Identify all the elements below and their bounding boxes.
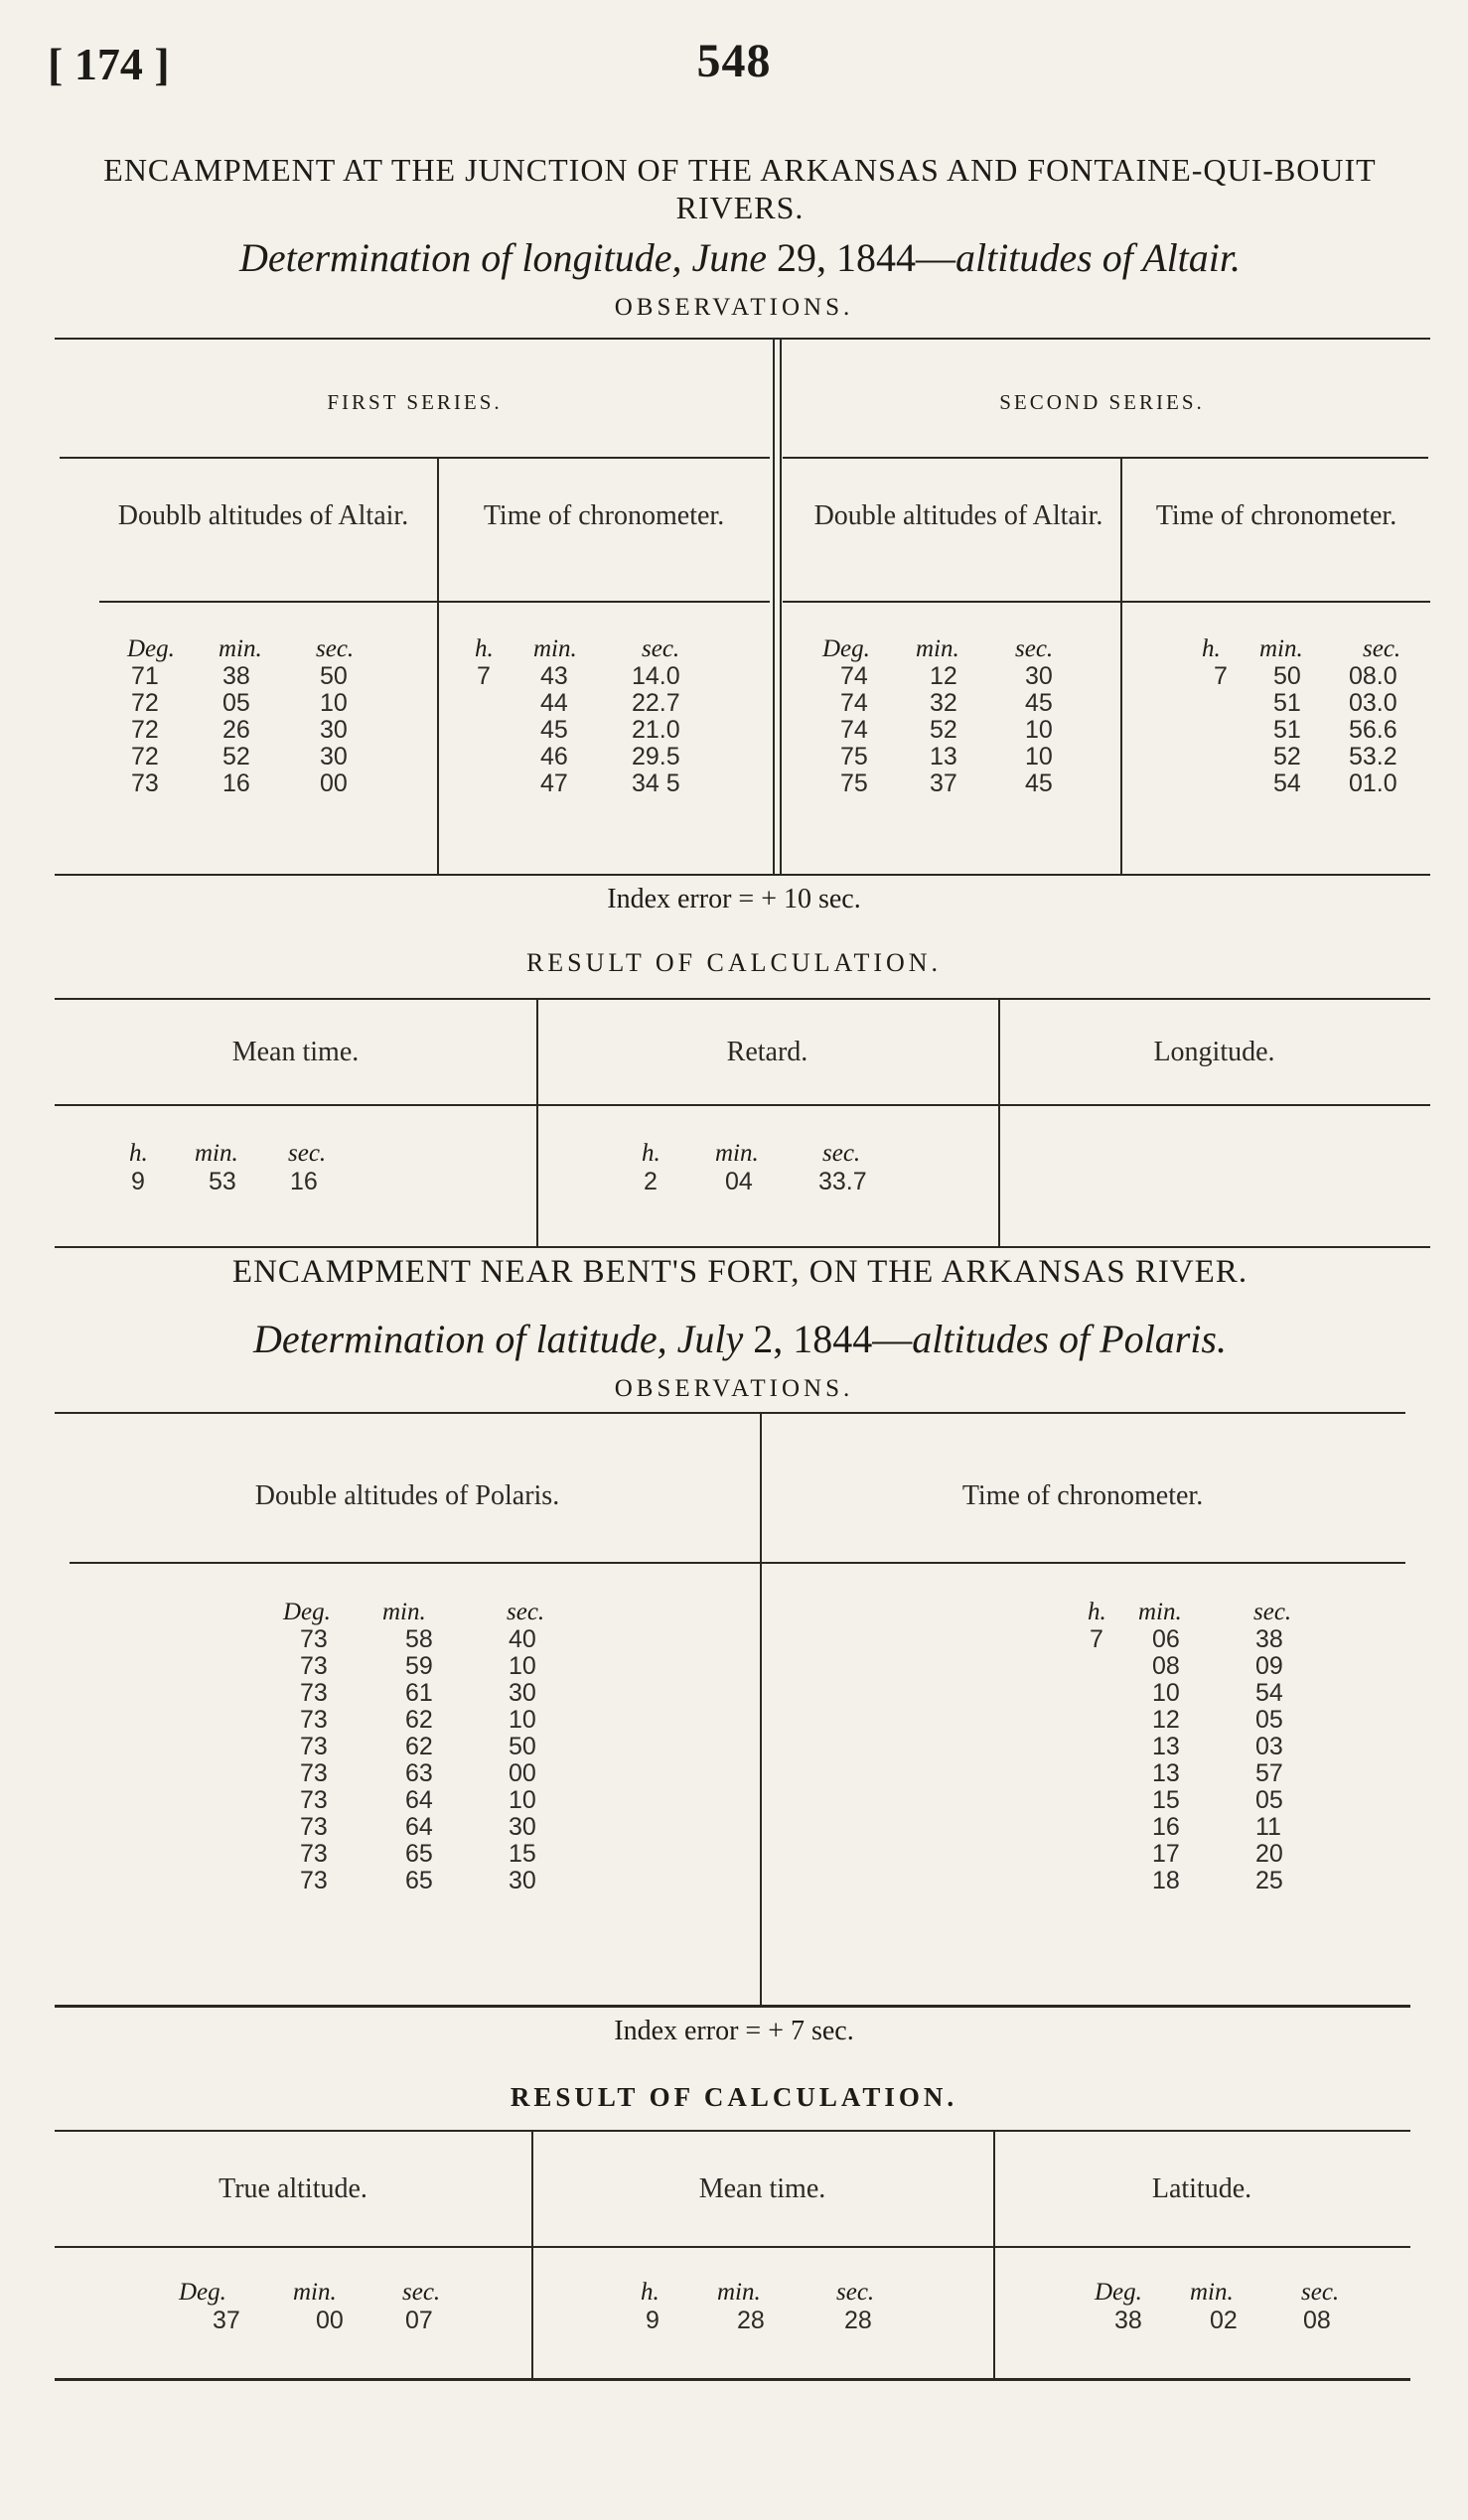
second-tmin-col bbox=[1273, 663, 1301, 797]
cell: 22.7 bbox=[632, 689, 680, 717]
unit-h: h. bbox=[1088, 1599, 1106, 1625]
unit-min: min. bbox=[219, 635, 262, 662]
cell: 03 bbox=[1255, 1733, 1283, 1760]
cell: 10 bbox=[509, 1786, 536, 1814]
cell: 16 bbox=[1152, 1813, 1180, 1841]
cell: 01.0 bbox=[1349, 770, 1397, 797]
cell: 13 bbox=[1152, 1759, 1180, 1787]
cell: 11 bbox=[1255, 1813, 1281, 1841]
section1-subtitle bbox=[60, 234, 1420, 281]
cell: 10 bbox=[509, 1652, 536, 1680]
observations-label: OBSERVATIONS. bbox=[614, 294, 854, 321]
cell: 17 bbox=[1152, 1840, 1180, 1868]
subtitle-part: altitudes of Altair. bbox=[954, 235, 1242, 280]
unit-deg: Deg. bbox=[1095, 2279, 1142, 2306]
true-alt-deg: 37 bbox=[213, 2307, 240, 2334]
unit-deg: Deg. bbox=[283, 1599, 331, 1625]
true-alt-sec: 07 bbox=[405, 2307, 433, 2334]
unit-sec: sec. bbox=[288, 1140, 327, 1167]
cell: 43 bbox=[540, 662, 568, 690]
unit-h: h. bbox=[1202, 635, 1221, 662]
second-tsec-col bbox=[1349, 663, 1397, 797]
cell: 54 bbox=[1273, 770, 1301, 797]
second-sec-col bbox=[1025, 663, 1053, 797]
cell: 53.2 bbox=[1349, 743, 1397, 770]
unit-sec: sec. bbox=[316, 635, 355, 662]
cell: 16 bbox=[222, 770, 250, 797]
first-series-label: FIRST SERIES. bbox=[327, 390, 503, 414]
cell: 30 bbox=[509, 1679, 536, 1707]
cell: 65 bbox=[405, 1840, 433, 1868]
subtitle-part: Determination of longitude, bbox=[238, 235, 682, 280]
cell: 7 bbox=[477, 662, 491, 690]
cell: 73 bbox=[131, 770, 159, 797]
col-time-chronometer-2: Time of chronometer. bbox=[1155, 500, 1397, 531]
cell: 75 bbox=[840, 743, 868, 770]
cell: 18 bbox=[1152, 1867, 1180, 1894]
mean-time2-min: 28 bbox=[737, 2307, 765, 2334]
cell: 26 bbox=[222, 716, 250, 744]
col-double-altitudes: Doublb altitudes of Altair. bbox=[117, 500, 409, 531]
cell: 15 bbox=[1152, 1786, 1180, 1814]
mean-time2-sec: 28 bbox=[844, 2307, 872, 2334]
cell: 7 bbox=[1090, 1625, 1103, 1653]
cell: 61 bbox=[405, 1679, 433, 1707]
cell: 03.0 bbox=[1349, 689, 1397, 717]
cell: 32 bbox=[930, 689, 957, 717]
unit-min: min. bbox=[533, 635, 577, 662]
cell: 08 bbox=[1152, 1652, 1180, 1680]
first-deg-col bbox=[131, 663, 159, 797]
subtitle-part: 2, 1844— bbox=[753, 1317, 913, 1361]
unit-sec: sec. bbox=[507, 1599, 545, 1625]
cell: 73 bbox=[300, 1733, 328, 1760]
latitude-sec: 08 bbox=[1303, 2307, 1331, 2334]
col-double-altitudes-polaris: Double altitudes of Polaris. bbox=[254, 1480, 560, 1511]
cell: 06 bbox=[1152, 1625, 1180, 1653]
unit-sec: sec. bbox=[642, 635, 680, 662]
unit-min: min. bbox=[717, 2279, 761, 2306]
col-time-chronometer-3: Time of chronometer. bbox=[961, 1480, 1204, 1511]
cell: 08.0 bbox=[1349, 662, 1397, 690]
result-label-2: RESULT OF CALCULATION. bbox=[510, 2082, 958, 2112]
cell: 73 bbox=[300, 1813, 328, 1841]
latitude-deg: 38 bbox=[1114, 2307, 1142, 2334]
unit-sec: sec. bbox=[1015, 635, 1054, 662]
cell: 57 bbox=[1255, 1759, 1283, 1787]
polaris-h-col bbox=[1090, 1626, 1103, 1653]
page-number: 548 bbox=[696, 35, 772, 87]
cell: 72 bbox=[131, 716, 159, 744]
cell: 45 bbox=[1025, 770, 1053, 797]
unit-deg: Deg. bbox=[179, 2279, 226, 2306]
cell: 58 bbox=[405, 1625, 433, 1653]
cell: 30 bbox=[320, 716, 348, 744]
cell: 15 bbox=[509, 1840, 536, 1868]
cell: 30 bbox=[320, 743, 348, 770]
cell: 38 bbox=[1255, 1625, 1283, 1653]
unit-h: h. bbox=[129, 1140, 148, 1167]
cell: 73 bbox=[300, 1759, 328, 1787]
first-tsec-col bbox=[632, 663, 680, 797]
unit-min: min. bbox=[195, 1140, 238, 1167]
cell: 30 bbox=[509, 1813, 536, 1841]
unit-sec: sec. bbox=[402, 2279, 441, 2306]
unit-sec: sec. bbox=[1363, 635, 1401, 662]
res-true-altitude: True altitude. bbox=[219, 2173, 367, 2204]
cell: 64 bbox=[405, 1813, 433, 1841]
unit-sec: sec. bbox=[1301, 2279, 1340, 2306]
cell: 10 bbox=[1025, 716, 1053, 744]
unit-h: h. bbox=[642, 1140, 661, 1167]
first-sec-col bbox=[320, 663, 348, 797]
res-latitude: Latitude. bbox=[1151, 2173, 1252, 2204]
cell: 74 bbox=[840, 689, 868, 717]
cell: 46 bbox=[540, 743, 568, 770]
res-mean-time: Mean time. bbox=[231, 1037, 360, 1067]
cell: 45 bbox=[540, 716, 568, 744]
observations-label-2: OBSERVATIONS. bbox=[614, 1375, 854, 1402]
cell: 50 bbox=[1273, 662, 1301, 690]
cell: 12 bbox=[1152, 1706, 1180, 1734]
unit-sec: sec. bbox=[1253, 1599, 1292, 1625]
unit-h: h. bbox=[641, 2279, 660, 2306]
unit-min: min. bbox=[916, 635, 959, 662]
section2-title: ENCAMPMENT NEAR BENT'S FORT, ON THE ARKANSAS RIVER. bbox=[231, 1254, 1248, 1290]
unit-h: h. bbox=[475, 635, 494, 662]
unit-min: min. bbox=[715, 1140, 759, 1167]
section2-subtitle bbox=[60, 1316, 1420, 1362]
cell: 73 bbox=[300, 1652, 328, 1680]
index-error-2: Index error = + 7 sec. bbox=[614, 2016, 854, 2046]
cell: 63 bbox=[405, 1759, 433, 1787]
polaris-min-col bbox=[405, 1626, 433, 1894]
first-min-col bbox=[222, 663, 250, 797]
cell: 73 bbox=[300, 1867, 328, 1894]
second-h-col bbox=[1214, 663, 1228, 690]
true-alt-min: 00 bbox=[316, 2307, 344, 2334]
subtitle-part: altitudes of Polaris. bbox=[912, 1317, 1227, 1361]
cell: 54 bbox=[1255, 1679, 1283, 1707]
res-retard: Retard. bbox=[726, 1037, 808, 1067]
unit-min: min. bbox=[293, 2279, 337, 2306]
col-double-altitudes-2: Double altitudes of Altair. bbox=[813, 500, 1103, 531]
cell: 51 bbox=[1273, 716, 1301, 744]
cell: 34 5 bbox=[632, 770, 680, 797]
cell: 50 bbox=[509, 1733, 536, 1760]
mean-time2-h: 9 bbox=[646, 2307, 660, 2334]
polaris-sec-col bbox=[509, 1626, 536, 1894]
cell: 7 bbox=[1214, 662, 1228, 690]
cell: 40 bbox=[509, 1625, 536, 1653]
cell: 74 bbox=[840, 716, 868, 744]
cell: 00 bbox=[509, 1759, 536, 1787]
polaris-tmin-col bbox=[1152, 1626, 1180, 1894]
cell: 30 bbox=[1025, 662, 1053, 690]
second-series-label: SECOND SERIES. bbox=[999, 390, 1205, 414]
cell: 20 bbox=[1255, 1840, 1283, 1868]
cell: 05 bbox=[222, 689, 250, 717]
retard-min: 04 bbox=[725, 1168, 753, 1195]
subtitle-part: June bbox=[691, 235, 767, 280]
cell: 52 bbox=[222, 743, 250, 770]
cell: 52 bbox=[930, 716, 957, 744]
cell: 10 bbox=[1025, 743, 1053, 770]
bracket-page-number: [ 174 ] bbox=[48, 39, 170, 89]
latitude-min: 02 bbox=[1210, 2307, 1238, 2334]
cell: 44 bbox=[540, 689, 568, 717]
res-mean-time-2: Mean time. bbox=[698, 2173, 826, 2204]
cell: 00 bbox=[320, 770, 348, 797]
cell: 72 bbox=[131, 689, 159, 717]
unit-sec: sec. bbox=[822, 1140, 861, 1167]
cell: 75 bbox=[840, 770, 868, 797]
cell: 05 bbox=[1255, 1706, 1283, 1734]
cell: 45 bbox=[1025, 689, 1053, 717]
cell: 71 bbox=[131, 662, 159, 690]
cell: 73 bbox=[300, 1786, 328, 1814]
cell: 21.0 bbox=[632, 716, 680, 744]
section1-title: ENCAMPMENT AT THE JUNCTION OF THE ARKANSAS AND FONTAINE-QUI-BOUIT RIVERS. bbox=[103, 152, 1377, 225]
cell: 73 bbox=[300, 1840, 328, 1868]
subtitle-part: July bbox=[676, 1317, 744, 1361]
first-h-col bbox=[477, 663, 491, 690]
cell: 62 bbox=[405, 1733, 433, 1760]
col-time-chronometer: Time of chronometer. bbox=[483, 500, 725, 531]
unit-min: min. bbox=[1138, 1599, 1182, 1625]
mean-time-min: 53 bbox=[209, 1168, 236, 1195]
cell: 59 bbox=[405, 1652, 433, 1680]
res-longitude: Longitude. bbox=[1153, 1037, 1275, 1067]
first-tmin-col bbox=[540, 663, 568, 797]
cell: 10 bbox=[1152, 1679, 1180, 1707]
retard-sec: 33.7 bbox=[818, 1168, 867, 1195]
cell: 65 bbox=[405, 1867, 433, 1894]
retard-h: 2 bbox=[644, 1168, 658, 1195]
cell: 62 bbox=[405, 1706, 433, 1734]
unit-deg: Deg. bbox=[127, 635, 175, 662]
result-label: RESULT OF CALCULATION. bbox=[525, 948, 943, 977]
unit-min: min. bbox=[1259, 635, 1303, 662]
cell: 73 bbox=[300, 1679, 328, 1707]
index-error: Index error = + 10 sec. bbox=[607, 884, 861, 914]
cell: 51 bbox=[1273, 689, 1301, 717]
cell: 10 bbox=[320, 689, 348, 717]
cell: 10 bbox=[509, 1706, 536, 1734]
cell: 37 bbox=[930, 770, 957, 797]
unit-min: min. bbox=[382, 1599, 426, 1625]
second-min-col bbox=[930, 663, 957, 797]
cell: 38 bbox=[222, 662, 250, 690]
unit-sec: sec. bbox=[836, 2279, 875, 2306]
cell: 74 bbox=[840, 662, 868, 690]
polaris-deg-col bbox=[300, 1626, 328, 1894]
cell: 29.5 bbox=[632, 743, 680, 770]
cell: 14.0 bbox=[632, 662, 680, 690]
mean-time-sec: 16 bbox=[290, 1168, 318, 1195]
unit-min: min. bbox=[1190, 2279, 1234, 2306]
second-deg-col bbox=[840, 663, 868, 797]
cell: 25 bbox=[1255, 1867, 1283, 1894]
polaris-tsec-col bbox=[1255, 1626, 1283, 1894]
cell: 64 bbox=[405, 1786, 433, 1814]
cell: 13 bbox=[930, 743, 957, 770]
cell: 52 bbox=[1273, 743, 1301, 770]
cell: 72 bbox=[131, 743, 159, 770]
cell: 30 bbox=[509, 1867, 536, 1894]
cell: 56.6 bbox=[1349, 716, 1397, 744]
subtitle-part: Determination of latitude, bbox=[253, 1317, 667, 1361]
cell: 47 bbox=[540, 770, 568, 797]
subtitle-part: 29, 1844— bbox=[776, 235, 955, 280]
cell: 13 bbox=[1152, 1733, 1180, 1760]
cell: 12 bbox=[930, 662, 957, 690]
mean-time-h: 9 bbox=[131, 1168, 145, 1195]
cell: 73 bbox=[300, 1706, 328, 1734]
cell: 05 bbox=[1255, 1786, 1283, 1814]
cell: 09 bbox=[1255, 1652, 1283, 1680]
cell: 73 bbox=[300, 1625, 328, 1653]
unit-deg: Deg. bbox=[822, 635, 870, 662]
cell: 50 bbox=[320, 662, 348, 690]
